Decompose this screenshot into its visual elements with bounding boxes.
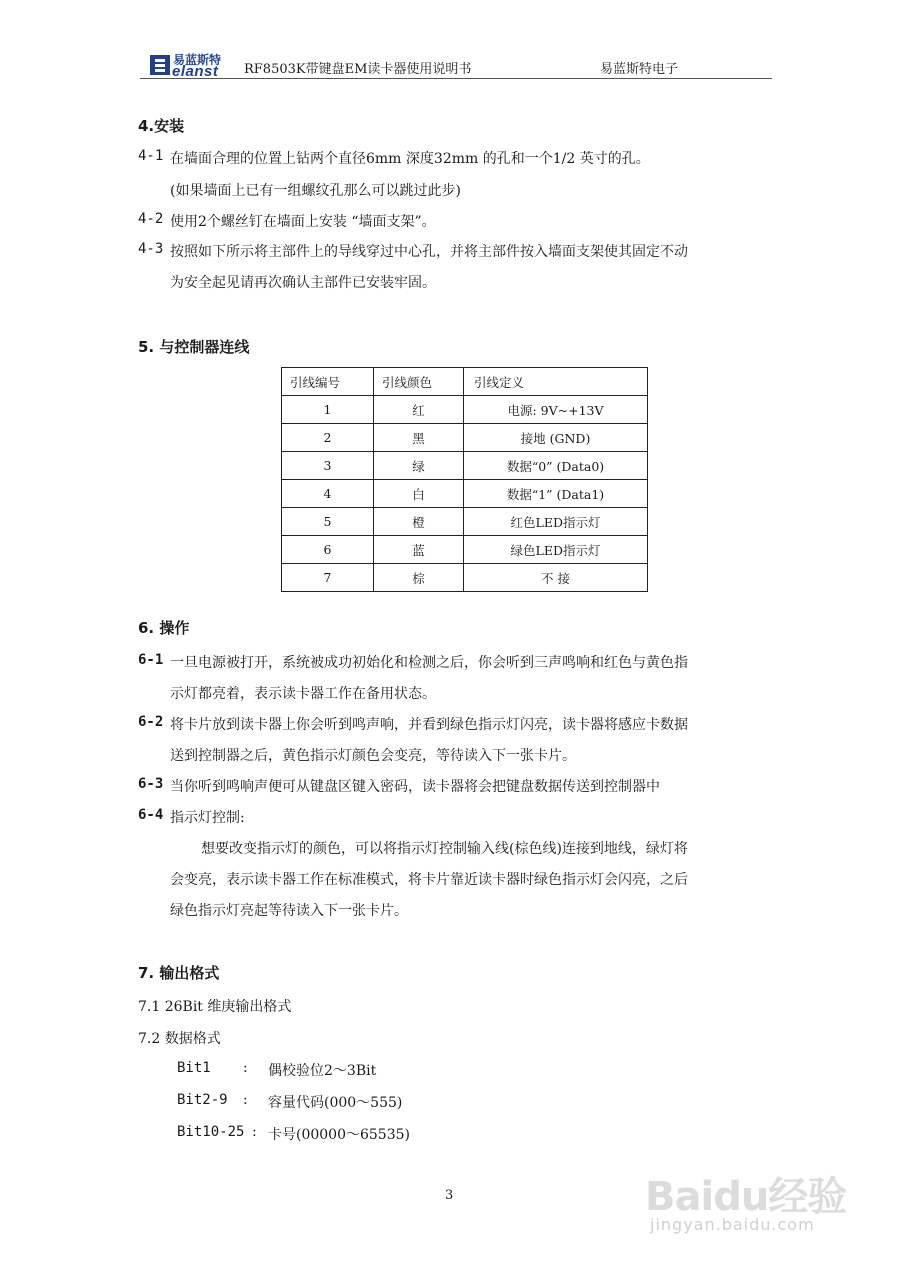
logo-english: elanst <box>172 63 219 80</box>
item-6-1-number: 6-1 <box>138 652 164 668</box>
table-cell: 橙 <box>374 508 464 536</box>
section-4-heading: 4.安装 <box>138 117 185 135</box>
item-4-3-number: 4-3 <box>138 241 164 257</box>
table-cell: 7 <box>282 564 374 592</box>
table-cell: 6 <box>282 536 374 564</box>
table-row <box>282 480 648 508</box>
item-4-1-text: 在墙面合理的位置上钻两个直径6mm 深度32mm 的孔和一个1/2 英寸的孔。 <box>170 151 650 167</box>
watermark-brand: Baidu经验 <box>645 1174 847 1220</box>
header-divider <box>140 78 772 79</box>
item-4-2-number: 4-2 <box>138 211 164 227</box>
table-cell: 白 <box>374 480 464 508</box>
data-format-line: 7.2 数据格式 <box>138 1031 221 1047</box>
item-6-3-number: 6-3 <box>138 776 164 792</box>
item-6-3-text: 当你听到鸣响声便可从键盘区键入密码，读卡器将会把键盘数据传送到控制器中 <box>170 779 660 795</box>
table-cell: 5 <box>282 508 374 536</box>
item-6-1-text: 一旦电源被打开，系统被成功初始化和检测之后，你会听到三声鸣响和红色与黄色指 <box>170 655 688 671</box>
item-4-3-text: 按照如下所示将主部件上的导线穿过中心孔，并将主部件按入墙面支架使其固定不动 <box>170 244 688 260</box>
section-7-heading: 7. 输出格式 <box>138 964 220 982</box>
logo-chinese: 易蓝斯特 <box>173 53 222 67</box>
bit-label: Bit2-9 <box>177 1092 228 1108</box>
table-row <box>282 424 648 452</box>
table-cell: 3 <box>282 452 374 480</box>
table-cell: 黑 <box>374 424 464 452</box>
indicator-paragraph-line: 绿色指示灯亮起等待读入下一张卡片。 <box>170 903 408 919</box>
table-cell: 2 <box>282 424 374 452</box>
indicator-paragraph-line: 想要改变指示灯的颜色，可以将指示灯控制输入线(棕色线)连接到地线，绿灯将 <box>201 841 688 857</box>
bit-separator: : <box>243 1092 248 1108</box>
table-header-row <box>282 368 648 396</box>
table-row <box>282 508 648 536</box>
page-number: 3 <box>445 1188 454 1203</box>
indicator-paragraph-line: 会变亮，表示读卡器工作在标准模式，将卡片靠近读卡器时绿色指示灯会闪亮，之后 <box>170 872 688 888</box>
table-cell: 蓝 <box>374 536 464 564</box>
wiring-table <box>281 367 648 592</box>
table-cell: 数据“1” (Data1) <box>464 480 648 508</box>
item-4-1-number: 4-1 <box>138 148 164 164</box>
table-cell: 1 <box>282 396 374 424</box>
table-row <box>282 452 648 480</box>
header-company: 易蓝斯特电子 <box>600 62 679 77</box>
section-6-heading: 6. 操作 <box>138 619 190 637</box>
table-cell: 接地 (GND) <box>464 424 648 452</box>
table-cell: 绿 <box>374 452 464 480</box>
table-cell: 红色LED指示灯 <box>464 508 648 536</box>
table-cell: 棕 <box>374 564 464 592</box>
bit-description: 偶校验位2～3Bit <box>268 1063 377 1079</box>
table-cell: 红 <box>374 396 464 424</box>
table-cell: 数据“0” (Data0) <box>464 452 648 480</box>
bit-description: 卡号(00000～65535) <box>268 1127 410 1143</box>
item-6-4-number: 6-4 <box>138 807 164 823</box>
table-header-cell: 引线定义 <box>464 368 648 396</box>
table-row <box>282 396 648 424</box>
section-5-heading: 5. 与控制器连线 <box>138 338 250 356</box>
item-6-4-text: 指示灯控制: <box>170 810 245 826</box>
table-row <box>282 536 648 564</box>
bit-separator: : <box>243 1060 248 1076</box>
table-cell: 4 <box>282 480 374 508</box>
watermark-url: jingyan.baidu.com <box>650 1215 815 1234</box>
table-header-cell: 引线颜色 <box>374 368 464 396</box>
bit-description: 容量代码(000～555) <box>268 1095 403 1111</box>
table-header-cell: 引线编号 <box>282 368 374 396</box>
bit-separator: : <box>252 1124 257 1140</box>
table-cell: 绿色LED指示灯 <box>464 536 648 564</box>
item-4-3-text-cont: 为安全起见请再次确认主部件已安装牢固。 <box>170 275 436 291</box>
output-format-line: 7.1 26Bit 维庚输出格式 <box>138 999 292 1015</box>
header-title: RF8503K带键盘EM读卡器使用说明书 <box>244 62 472 77</box>
bit-label: Bit1 <box>177 1060 211 1076</box>
company-logo-icon <box>150 55 170 75</box>
table-row <box>282 564 648 592</box>
item-6-2-number: 6-2 <box>138 714 164 730</box>
item-4-1-note: (如果墙面上已有一组螺纹孔那么可以跳过此步) <box>170 183 461 199</box>
item-6-2-text: 将卡片放到读卡器上你会听到鸣声响，并看到绿色指示灯闪亮，读卡器将感应卡数据 <box>170 717 688 733</box>
item-6-2-text-cont: 送到控制器之后，黄色指示灯颜色会变亮，等待读入下一张卡片。 <box>170 748 576 764</box>
item-4-2-text: 使用2个螺丝钉在墙面上安装 “墙面支架”。 <box>170 214 436 230</box>
bit-label: Bit10-25 <box>177 1124 245 1140</box>
table-cell: 电源: 9V~+13V <box>464 396 648 424</box>
table-cell: 不 接 <box>464 564 648 592</box>
item-6-1-text-cont: 示灯都亮着，表示读卡器工作在备用状态。 <box>170 686 436 702</box>
